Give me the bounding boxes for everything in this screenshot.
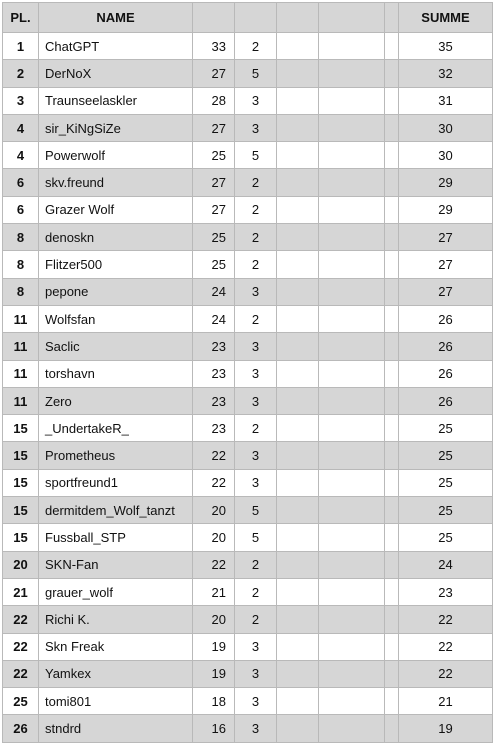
cell-name: Fussball_STP: [39, 524, 193, 551]
cell-col-a: 19: [193, 660, 235, 687]
cell-col-e: [385, 33, 399, 60]
cell-name: ChatGPT: [39, 33, 193, 60]
cell-col-c: [277, 551, 319, 578]
cell-col-e: [385, 688, 399, 715]
cell-col-b: 2: [235, 606, 277, 633]
cell-col-c: [277, 578, 319, 605]
table-row: [3, 87, 493, 114]
table-row: [3, 333, 493, 360]
cell-col-c: [277, 442, 319, 469]
cell-place: 15: [3, 469, 39, 496]
cell-col-e: [385, 415, 399, 442]
cell-name: Skn Freak: [39, 633, 193, 660]
cell-sum: 23: [399, 578, 493, 605]
cell-sum: 19: [399, 715, 493, 742]
cell-place: 8: [3, 251, 39, 278]
cell-col-c: [277, 497, 319, 524]
cell-sum: 27: [399, 278, 493, 305]
table-row: [3, 469, 493, 496]
table-row: [3, 524, 493, 551]
cell-col-d: [319, 278, 385, 305]
cell-col-e: [385, 578, 399, 605]
cell-col-a: 22: [193, 469, 235, 496]
table-row: [3, 60, 493, 87]
cell-col-e: [385, 114, 399, 141]
table-row: [3, 633, 493, 660]
cell-col-c: [277, 87, 319, 114]
cell-col-d: [319, 224, 385, 251]
cell-name: skv.freund: [39, 169, 193, 196]
table-row: [3, 606, 493, 633]
cell-col-a: 21: [193, 578, 235, 605]
cell-sum: 25: [399, 524, 493, 551]
table-row: [3, 196, 493, 223]
cell-place: 25: [3, 688, 39, 715]
cell-name: Grazer Wolf: [39, 196, 193, 223]
cell-col-a: 25: [193, 224, 235, 251]
header-name: NAME: [39, 3, 193, 33]
header-place: PL.: [3, 3, 39, 33]
cell-col-d: [319, 578, 385, 605]
cell-place: 6: [3, 196, 39, 223]
cell-col-c: [277, 524, 319, 551]
table-row: [3, 305, 493, 332]
table-row: [3, 442, 493, 469]
cell-col-e: [385, 196, 399, 223]
cell-col-c: [277, 387, 319, 414]
header-col-b: [235, 3, 277, 33]
cell-col-d: [319, 60, 385, 87]
cell-name: Flitzer500: [39, 251, 193, 278]
table-header-row: [3, 3, 493, 33]
cell-col-b: 3: [235, 469, 277, 496]
header-col-c: [277, 3, 319, 33]
cell-col-c: [277, 142, 319, 169]
cell-col-d: [319, 551, 385, 578]
cell-col-e: [385, 333, 399, 360]
cell-col-d: [319, 442, 385, 469]
cell-col-d: [319, 33, 385, 60]
cell-col-c: [277, 606, 319, 633]
cell-place: 21: [3, 578, 39, 605]
cell-name: stndrd: [39, 715, 193, 742]
cell-col-d: [319, 497, 385, 524]
cell-sum: 21: [399, 688, 493, 715]
cell-place: 4: [3, 114, 39, 141]
table-row: [3, 224, 493, 251]
cell-place: 11: [3, 360, 39, 387]
cell-col-c: [277, 660, 319, 687]
cell-col-a: 28: [193, 87, 235, 114]
cell-col-b: 2: [235, 224, 277, 251]
cell-name: tomi801: [39, 688, 193, 715]
cell-col-b: 2: [235, 33, 277, 60]
cell-col-e: [385, 660, 399, 687]
table-row: [3, 33, 493, 60]
cell-col-a: 33: [193, 33, 235, 60]
table-row: [3, 497, 493, 524]
cell-name: denoskn: [39, 224, 193, 251]
cell-col-b: 3: [235, 333, 277, 360]
cell-col-a: 20: [193, 524, 235, 551]
cell-col-a: 16: [193, 715, 235, 742]
cell-sum: 30: [399, 142, 493, 169]
cell-col-b: 2: [235, 551, 277, 578]
table-row: [3, 387, 493, 414]
cell-col-e: [385, 360, 399, 387]
cell-col-d: [319, 169, 385, 196]
cell-col-a: 23: [193, 333, 235, 360]
cell-col-e: [385, 524, 399, 551]
cell-sum: 30: [399, 114, 493, 141]
cell-place: 11: [3, 305, 39, 332]
cell-col-b: 5: [235, 142, 277, 169]
cell-name: DerNoX: [39, 60, 193, 87]
cell-col-d: [319, 305, 385, 332]
cell-col-b: 3: [235, 360, 277, 387]
cell-col-d: [319, 333, 385, 360]
cell-sum: 26: [399, 333, 493, 360]
cell-sum: 35: [399, 33, 493, 60]
cell-name: Wolfsfan: [39, 305, 193, 332]
cell-name: torshavn: [39, 360, 193, 387]
cell-col-d: [319, 142, 385, 169]
cell-place: 15: [3, 442, 39, 469]
cell-col-a: 23: [193, 360, 235, 387]
table-body: [3, 33, 493, 743]
cell-col-c: [277, 196, 319, 223]
cell-col-a: 20: [193, 497, 235, 524]
cell-col-a: 27: [193, 60, 235, 87]
cell-col-e: [385, 606, 399, 633]
cell-col-b: 2: [235, 196, 277, 223]
table-row: [3, 169, 493, 196]
cell-col-e: [385, 305, 399, 332]
cell-col-b: 5: [235, 497, 277, 524]
cell-col-b: 2: [235, 578, 277, 605]
cell-place: 20: [3, 551, 39, 578]
table-row: [3, 360, 493, 387]
cell-col-b: 5: [235, 524, 277, 551]
cell-col-c: [277, 469, 319, 496]
cell-col-e: [385, 551, 399, 578]
cell-name: Yamkex: [39, 660, 193, 687]
cell-name: Powerwolf: [39, 142, 193, 169]
cell-col-d: [319, 251, 385, 278]
cell-name: pepone: [39, 278, 193, 305]
cell-place: 6: [3, 169, 39, 196]
cell-col-d: [319, 715, 385, 742]
cell-place: 15: [3, 497, 39, 524]
cell-col-b: 2: [235, 305, 277, 332]
cell-col-e: [385, 387, 399, 414]
cell-place: 26: [3, 715, 39, 742]
cell-col-b: 2: [235, 415, 277, 442]
cell-col-e: [385, 142, 399, 169]
cell-place: 2: [3, 60, 39, 87]
cell-col-a: 23: [193, 415, 235, 442]
cell-col-b: 3: [235, 114, 277, 141]
cell-col-b: 2: [235, 169, 277, 196]
cell-place: 22: [3, 633, 39, 660]
cell-name: Zero: [39, 387, 193, 414]
cell-sum: 22: [399, 633, 493, 660]
cell-place: 8: [3, 278, 39, 305]
cell-col-e: [385, 497, 399, 524]
cell-place: 3: [3, 87, 39, 114]
cell-col-d: [319, 660, 385, 687]
cell-col-c: [277, 224, 319, 251]
cell-sum: 25: [399, 469, 493, 496]
cell-col-c: [277, 415, 319, 442]
cell-name: Traunseelaskler: [39, 87, 193, 114]
cell-col-a: 23: [193, 387, 235, 414]
table-row: [3, 688, 493, 715]
cell-col-b: 5: [235, 60, 277, 87]
cell-col-d: [319, 87, 385, 114]
cell-col-b: 3: [235, 278, 277, 305]
table-row: [3, 114, 493, 141]
cell-name: sir_KiNgSiZe: [39, 114, 193, 141]
cell-sum: 26: [399, 360, 493, 387]
cell-col-c: [277, 169, 319, 196]
table-row: [3, 715, 493, 742]
cell-col-d: [319, 688, 385, 715]
cell-sum: 25: [399, 497, 493, 524]
cell-col-c: [277, 278, 319, 305]
table-row: [3, 578, 493, 605]
cell-place: 1: [3, 33, 39, 60]
cell-sum: 24: [399, 551, 493, 578]
cell-place: 15: [3, 524, 39, 551]
cell-col-a: 19: [193, 633, 235, 660]
cell-col-c: [277, 633, 319, 660]
cell-col-c: [277, 33, 319, 60]
cell-sum: 25: [399, 415, 493, 442]
cell-col-d: [319, 524, 385, 551]
cell-sum: 26: [399, 387, 493, 414]
cell-col-a: 20: [193, 606, 235, 633]
cell-place: 11: [3, 387, 39, 414]
cell-col-b: 3: [235, 633, 277, 660]
cell-col-d: [319, 114, 385, 141]
cell-col-e: [385, 633, 399, 660]
cell-col-e: [385, 278, 399, 305]
cell-col-e: [385, 442, 399, 469]
cell-name: Saclic: [39, 333, 193, 360]
cell-col-e: [385, 251, 399, 278]
cell-col-d: [319, 196, 385, 223]
table-row: [3, 278, 493, 305]
cell-col-d: [319, 469, 385, 496]
cell-col-a: 18: [193, 688, 235, 715]
cell-name: Richi K.: [39, 606, 193, 633]
table-row: [3, 551, 493, 578]
cell-col-c: [277, 251, 319, 278]
cell-col-b: 3: [235, 87, 277, 114]
cell-col-c: [277, 60, 319, 87]
cell-col-a: 27: [193, 196, 235, 223]
cell-col-c: [277, 305, 319, 332]
cell-sum: 22: [399, 660, 493, 687]
cell-place: 22: [3, 660, 39, 687]
table-row: [3, 251, 493, 278]
cell-col-d: [319, 360, 385, 387]
cell-col-d: [319, 633, 385, 660]
cell-col-b: 3: [235, 387, 277, 414]
cell-name: Prometheus: [39, 442, 193, 469]
table-row: [3, 415, 493, 442]
cell-place: 8: [3, 224, 39, 251]
cell-col-b: 3: [235, 660, 277, 687]
cell-col-a: 25: [193, 251, 235, 278]
header-sum: SUMME: [399, 3, 493, 33]
standings-table: [2, 2, 493, 743]
cell-place: 22: [3, 606, 39, 633]
cell-col-a: 25: [193, 142, 235, 169]
cell-col-e: [385, 715, 399, 742]
cell-sum: 22: [399, 606, 493, 633]
cell-col-e: [385, 169, 399, 196]
cell-col-a: 27: [193, 114, 235, 141]
cell-name: SKN-Fan: [39, 551, 193, 578]
cell-col-d: [319, 387, 385, 414]
cell-col-a: 22: [193, 551, 235, 578]
cell-col-b: 3: [235, 688, 277, 715]
cell-sum: 25: [399, 442, 493, 469]
cell-col-a: 24: [193, 305, 235, 332]
header-col-a: [193, 3, 235, 33]
cell-sum: 27: [399, 251, 493, 278]
cell-sum: 29: [399, 196, 493, 223]
cell-name: grauer_wolf: [39, 578, 193, 605]
table-row: [3, 660, 493, 687]
cell-place: 15: [3, 415, 39, 442]
cell-col-e: [385, 224, 399, 251]
cell-sum: 31: [399, 87, 493, 114]
cell-col-e: [385, 60, 399, 87]
header-col-d: [319, 3, 385, 33]
cell-col-d: [319, 606, 385, 633]
cell-name: _UndertakeR_: [39, 415, 193, 442]
cell-col-c: [277, 114, 319, 141]
cell-col-b: 3: [235, 715, 277, 742]
cell-name: dermitdem_Wolf_tanzt: [39, 497, 193, 524]
cell-col-a: 27: [193, 169, 235, 196]
cell-col-a: 22: [193, 442, 235, 469]
cell-col-a: 24: [193, 278, 235, 305]
cell-col-c: [277, 360, 319, 387]
cell-col-c: [277, 333, 319, 360]
cell-sum: 26: [399, 305, 493, 332]
cell-place: 11: [3, 333, 39, 360]
cell-col-b: 3: [235, 442, 277, 469]
cell-col-b: 2: [235, 251, 277, 278]
cell-col-e: [385, 87, 399, 114]
cell-col-c: [277, 688, 319, 715]
cell-col-e: [385, 469, 399, 496]
table-row: [3, 142, 493, 169]
cell-sum: 32: [399, 60, 493, 87]
cell-sum: 29: [399, 169, 493, 196]
header-col-e: [385, 3, 399, 33]
cell-place: 4: [3, 142, 39, 169]
cell-col-d: [319, 415, 385, 442]
cell-col-c: [277, 715, 319, 742]
cell-name: sportfreund1: [39, 469, 193, 496]
cell-sum: 27: [399, 224, 493, 251]
